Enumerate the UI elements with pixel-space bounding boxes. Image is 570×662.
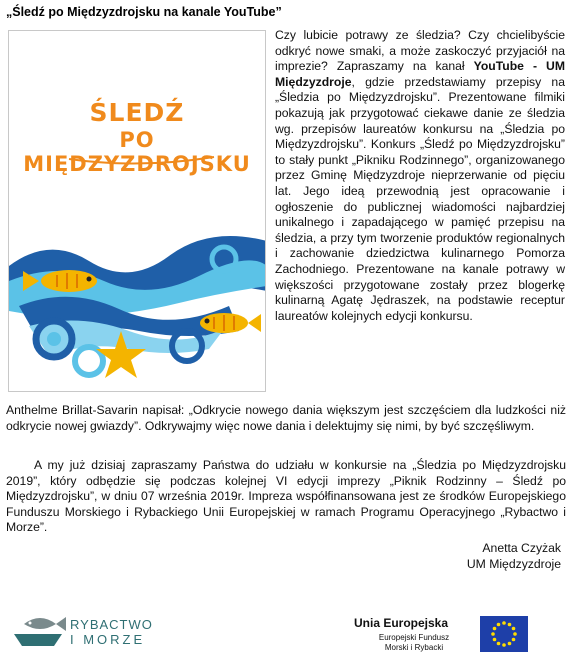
poster-image	[8, 30, 266, 392]
fish-icon	[200, 313, 261, 333]
eu-sub-line2: Morski i Rybacki	[384, 643, 444, 652]
eu-logo	[350, 614, 536, 660]
rybactwo-logo	[10, 606, 160, 654]
wave-fish-illustration	[9, 31, 266, 392]
article-title: „Śledź po Międzyzdrojsku na kanale YouTube”	[6, 5, 282, 19]
invitation-paragraph: A my już dzisiaj zapraszamy Państwa do udziału w konkursie na „Śledzia po Międzyzdrojsku 2019”, który odbędzie się podczas kolejnej VI edycji imprezy „Piknik Rodzinny – Śledź po Międzyzdrojsku”, w dniu 07 września 2019r. Impreza współfinansowana jest ze środków Europejskiego Funduszu Morskiego i Rybackiego Unii Europejskiej w ramach Programu Operacyjnego „Rybactwo i Morze”.	[6, 458, 566, 535]
rybactwo-line2: I MORZE	[70, 632, 146, 647]
author-name: Anetta Czyżak	[482, 541, 561, 555]
signature-block	[467, 540, 561, 572]
youtube-channel-name: YouTube - UM Międzyzdroje	[275, 59, 565, 89]
poster-title-line2: PO MIĘDZYZDROJSKU	[23, 128, 251, 176]
quote-paragraph: Anthelme Brillat-Savarin napisał: „Odkrycie nowego dania większym jest szczęściem dla ludzkości niż odkrycie nowej gwiazdy”. Odkrywajmy więc nowe dania i delektujmy się nimi, by być szczęśliwym.	[6, 403, 566, 433]
author-org: UM Międzyzdroje	[466, 557, 561, 571]
rybactwo-line1: RYBACTWO	[70, 617, 153, 632]
fish-boat-icon	[10, 606, 70, 654]
intro-text: Czy lubicie potrawy ze śledzia? Czy chcielibyście odkryć nowe smaki, a może zaskoczyć przyjaciół na imprezie? Zapraszamy na kanał YouTube - UM Międzyzdroje, gdzie przedstawiamy przepisy na „Śledzia po Międzyzdrojsku”. Prezentowane filmiki pokazują jak przygotować ciekawe danie ze śledzia wg. przepisów laureatów konkursu na „Śledzia po Międzyzdrojsku”. Konkurs „Śledź po Międzyzdrojsku” to stały punkt „Pikniku Rodzinnego”, organizowanego przez Gminę Międzyzdroje nieprzerwanie od pięciu lat. Jego ideą przewodnią jest opracowanie i ogłoszenie do publicznej wiadomości najbardziej unikalnego i zapadającego w pamięć przepisu na śledzia, a przy tym tworzenie produktów regionalnych i zachowanie dziedzictwa kulinarnego Pomorza Zachodniego. Prezentowane na kanale potrawy w większości przygotowane zostały przez blogerkę kulinarną Agatę Jędraszek, na podstawie receptur laureatów kolejnych edycji konkursu.	[275, 28, 565, 323]
poster-title-line1: ŚLEDŹ	[89, 98, 185, 127]
eu-sub-line1: Europejski Fundusz	[378, 633, 450, 642]
eu-title: Unia Europejska	[354, 616, 449, 630]
eu-flag-icon	[480, 616, 528, 652]
